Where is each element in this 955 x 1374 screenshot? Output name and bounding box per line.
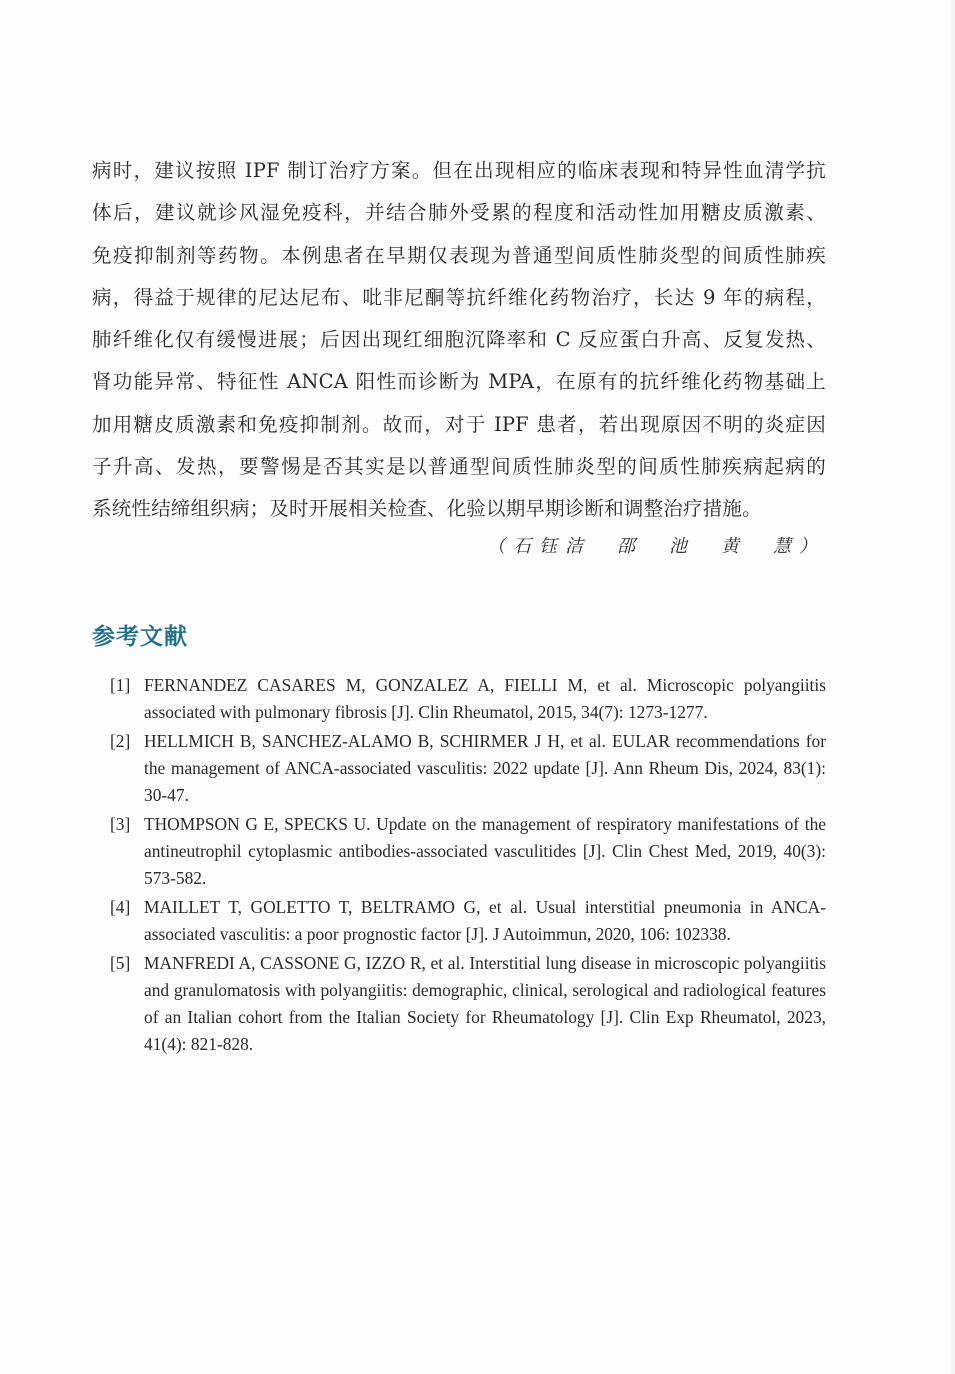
reference-text: MAILLET T, GOLETTO T, BELTRAMO G, et al. Usual interstitial pneumonia in ANCA-associated vasculitis: a poor prognostic factor [J]. J Autoimmun, 2020, 106: 102338. [144, 897, 826, 944]
reference-text: HELLMICH B, SANCHEZ-ALAMO B, SCHIRMER J H, et al. EULAR recommendations for the management of ANCA-associated vasculitis: 2022 update [J]. Ann Rheum Dis, 2024, 83(1): 30-47. [144, 731, 826, 805]
author-signature: （石钰洁 邵 池 黄 慧） [487, 536, 825, 557]
reference-item [110, 672, 826, 726]
body-line: 病，得益于规律的尼达尼布、吡非尼酮等抗纤维化药物治疗，长达 9 年的病程， [92, 285, 826, 309]
reference-number: [3] [110, 814, 131, 834]
body-paragraph [92, 150, 826, 531]
page-edge-shadow [949, 0, 955, 1374]
body-line: 子升高、发热，要警惕是否其实是以普通型间质性肺炎型的间质性肺疾病起病的 [92, 455, 826, 479]
reference-text: THOMPSON G E, SPECKS U. Update on the management of respiratory manifestations of the antineutrophil cytoplasmic antibodies-associated vasculitides [J]. Clin Chest Med, 2019, 40(3): 573-582. [144, 814, 826, 888]
reference-number: [5] [110, 953, 131, 973]
body-line: 系统性结缔组织病；及时开展相关检查、化验以期早期诊断和调整治疗措施。 [92, 497, 762, 521]
body-line: 加用糖皮质激素和免疫抑制剂。故而，对于 IPF 患者，若出现原因不明的炎症因 [92, 412, 826, 436]
reference-item [110, 950, 826, 1058]
body-line: 肾功能异常、特征性 ANCA 阳性而诊断为 MPA，在原有的抗纤维化药物基础上 [92, 370, 826, 394]
body-line: 体后，建议就诊风湿免疫科，并结合肺外受累的程度和活动性加用糖皮质激素、 [92, 201, 826, 225]
reference-number: [1] [110, 675, 131, 695]
reference-number: [4] [110, 897, 131, 917]
references-title: 参考文献 [92, 624, 188, 650]
body-line: 病时，建议按照 IPF 制订治疗方案。但在出现相应的临床表现和特异性血清学抗 [92, 159, 826, 182]
reference-number: [2] [110, 731, 131, 751]
reference-item [110, 728, 826, 809]
reference-text: FERNANDEZ CASARES M, GONZALEZ A, FIELLI M, et al. Microscopic polyangiitis associated with pulmonary fibrosis [J]. Clin Rheumatol, 2015, 34(7): 1273-1277. [144, 675, 826, 722]
reference-list [110, 672, 826, 1060]
body-line: 免疫抑制剂等药物。本例患者在早期仅表现为普通型间质性肺炎型的间质性肺疾 [92, 243, 826, 267]
reference-item [110, 811, 826, 892]
reference-item [110, 894, 826, 948]
body-line: 肺纤维化仅有缓慢进展；后因出现红细胞沉降率和 C 反应蛋白升高、反复发热、 [92, 328, 826, 352]
reference-text: MANFREDI A, CASSONE G, IZZO R, et al. Interstitial lung disease in microscopic polyangiitis and granulomatosis with polyangiitis: demographic, clinical, serological and radiological features of an Italian cohort from the Italian Society for Rheumatology [J]. Clin Exp Rheumatol, 2023, 41(4): 821-828. [144, 953, 826, 1054]
